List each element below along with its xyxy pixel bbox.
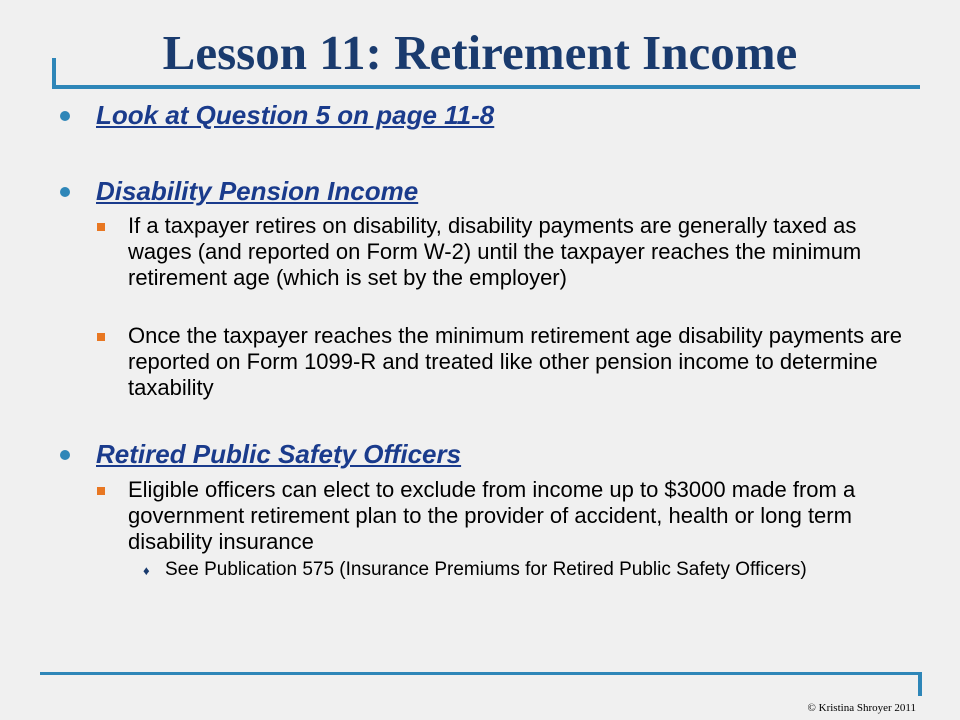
bullet-link-public-safety[interactable]: Retired Public Safety Officers [96, 439, 462, 469]
square-bullet-icon [97, 487, 105, 495]
bullet-dot-icon [60, 187, 70, 197]
bullet-link-disability-pension[interactable]: Disability Pension Income [96, 176, 419, 206]
slide-title: Lesson 11: Retirement Income [162, 25, 798, 80]
copyright-notice: © Kristina Shroyer 2011 [807, 702, 916, 714]
bullet-link-question-5[interactable]: Look at Question 5 on page 11-8 [96, 100, 495, 130]
bullet-dot-icon [60, 111, 70, 121]
sub-bullet-text: Eligible officers can elect to exclude from income up to $3000 made from a government retirement plan to the provider of accident, health or long term disability insurance [128, 477, 856, 554]
footer-rule [40, 672, 922, 675]
square-bullet-icon [97, 223, 105, 231]
sub-bullet-text: If a taxpayer retires on disability, disability payments are generally taxed as wages (and reported on Form W-2) until the taxpayer reaches the minimum retirement age (which is set by the employer) [128, 213, 862, 290]
sub-bullet-text: Once the taxpayer reaches the minimum retirement age disability payments are reported on Form 1099-R and treated like other pension income to determine taxability [128, 323, 903, 400]
square-bullet-icon [97, 333, 105, 341]
footer-rule-tick [918, 672, 922, 696]
bullet-dot-icon [60, 450, 70, 460]
sub-sub-bullet-text: See Publication 575 (Insurance Premiums for Retired Public Safety Officers) [165, 559, 807, 580]
diamond-bullet-icon: ♦ [143, 563, 150, 578]
title-rule [56, 85, 920, 89]
